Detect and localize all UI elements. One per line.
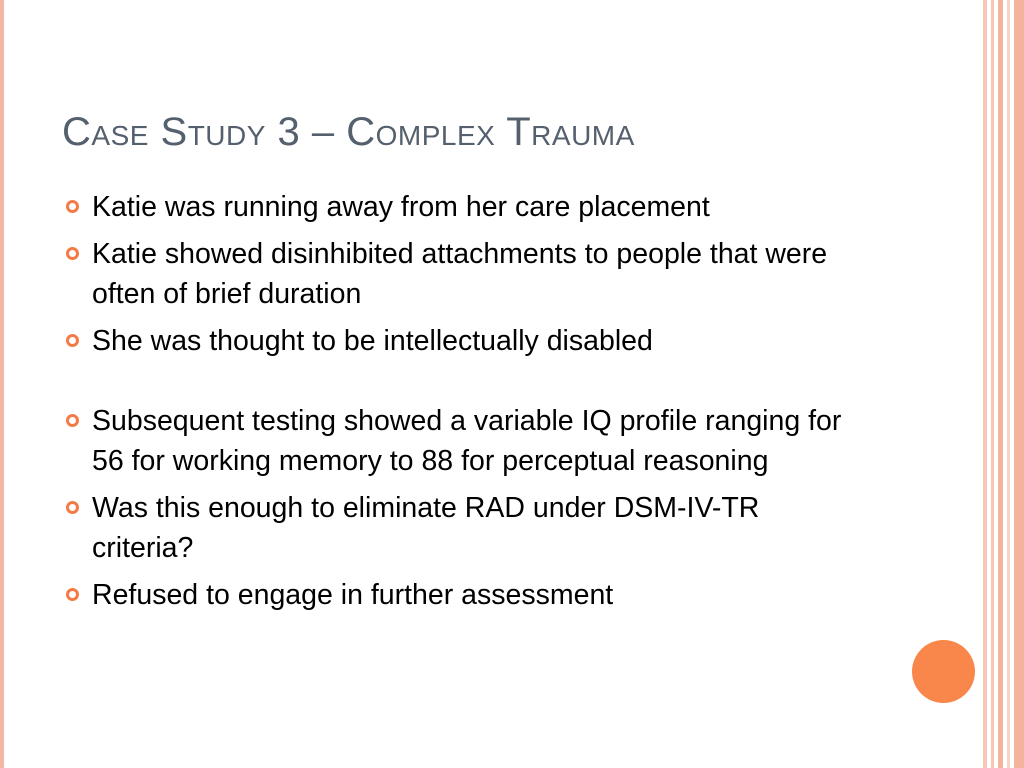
right-stripe-decoration — [983, 0, 987, 768]
left-border-decoration — [0, 0, 4, 768]
bullet-ring-icon — [66, 247, 79, 260]
right-stripe-decoration — [1014, 0, 1024, 768]
right-stripe-decoration — [1007, 0, 1010, 768]
right-stripe-decoration — [998, 0, 1003, 768]
list-item — [62, 187, 852, 227]
list-item — [62, 488, 852, 568]
slide-title: Case Study 3 – Complex Trauma — [62, 110, 635, 154]
bullet-text: Subsequent testing showed a variable IQ profile ranging for 56 for working memory to 88 for perceptual reasoning — [92, 405, 842, 477]
bullet-ring-icon — [66, 200, 79, 213]
bullet-ring-icon — [66, 334, 79, 347]
bullet-ring-icon — [66, 588, 79, 601]
bullet-ring-icon — [66, 414, 79, 427]
bullet-text: Refused to engage in further assessment — [92, 579, 614, 611]
list-item — [62, 575, 852, 615]
list-item — [62, 234, 852, 314]
bullet-text: Katie showed disinhibited attachments to people that were often of brief duration — [92, 238, 828, 310]
bullet-list — [62, 187, 852, 622]
bullet-text: Katie was running away from her care placement — [92, 191, 710, 223]
list-item — [62, 321, 852, 361]
list-item — [62, 401, 852, 481]
bullet-text: She was thought to be intellectually disabled — [92, 325, 653, 357]
right-stripe-decoration — [991, 0, 994, 768]
bullet-ring-icon — [66, 501, 79, 514]
decorative-circle — [912, 640, 975, 703]
bullet-text: Was this enough to eliminate RAD under DSM-IV-TR criteria? — [92, 492, 760, 564]
